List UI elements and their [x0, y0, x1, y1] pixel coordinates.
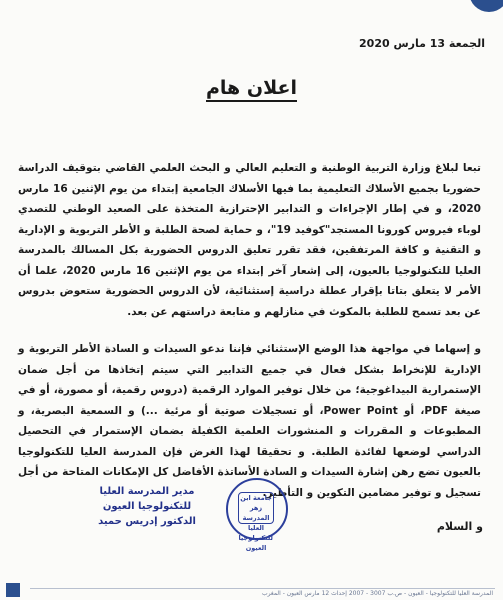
official-seal-text: جامعة ابن زهر المدرسة العليا للتكنولوجيا العيون [238, 494, 273, 552]
body-paragraph-1: تبعا لبلاغ وزارة التربية الوطنية و التعليم العالي و البحث العلمي القاضي بتوقيف الدراسة حضوريا بجميع الأسلاك التعليمية بما فيها الأسلاك الجامعية إبتداء من يوم الإثنين 16 مارس 2020، و في إطار الإجراءات و التدابير الإحترازية المتخذة على الصعيد الوطني للتصدي لوباء فيروس كورونا المستجد"كوفيد 19"، و حماية لصحة الطلبة و الأطر التربوية و الإدارية و التقنية و كافة المرتفقين، فقد تقرر تعليق الدروس الحضورية بكل المسالك بالمدرسة العليا للتكنولوجيا بالعيون، إلى إشعار آخر إبتداء من يوم الإثنين 16 مارس 2020، علما أن الأمر لا يتعلق بتاتا بإقرار عطلة دراسية إستثنائية، لأن الدروس الحضورية ستعوض بدروس عن بعد تسمح للطلبة بالمكوث في منازلهم و متابعة دراستهم عن بعد. [18, 162, 481, 318]
footer-logo-icon [6, 583, 20, 597]
director-signature-stamp [87, 484, 207, 529]
stamp-line-1: مدير المدرسة العليا [99, 486, 195, 497]
closing-salutation: و السلام [436, 520, 483, 533]
stamp-line-3: الدكتور إدريس حميد [98, 516, 196, 527]
footer-divider [30, 588, 495, 589]
announcement-title-text: اعلان هام [206, 77, 297, 102]
announcement-title [0, 77, 503, 99]
footer-address: المدرسة العليا للتكنولوجيا - العيون - ص.ب 3007 - 2007 إحداث 12 مارس العيون - المغرب [261, 590, 493, 597]
stamp-line-2: للتكنولوجيا العيون [102, 501, 192, 512]
page-footer [0, 581, 503, 600]
document-date: الجمعة 13 مارس 2020 [359, 37, 485, 50]
body-paragraph-2: و إسهاما في مواجهة هذا الوضع الإستثنائي فإننا ندعو السيدات و السادة الأطر التربوية و الإدارية للإنخراط بشكل فعال في جميع التدابير التي سيتم إتخاذها من أجل ضمان الإستمرارية البيداغوجية؛ من خلال توفير الموارد الرقمية (دروس رقمية، أو مصورة، أو في صيغة PDF، أو Power Point، أو تسجيلات صوتية أو مرئية ...) و السمعية البصرية، و المطبوعات و المقررات و المنشورات العلمية الكفيلة بضمان الإستمرار في التحصيل الدراسي لوضعها لفائدة الطلبة. و تحقيقا لهذا الغرض فإن المدرسة العليا للتكنولوجيا بالعيون تضع رهن إشارة السيدات و السادة الأساتذة الأفاضل كل الإمكانات المتاحة من أجل تسجيل و توفير مضامين التكوين و التأطير. [18, 343, 481, 499]
institution-logo [469, 0, 503, 12]
